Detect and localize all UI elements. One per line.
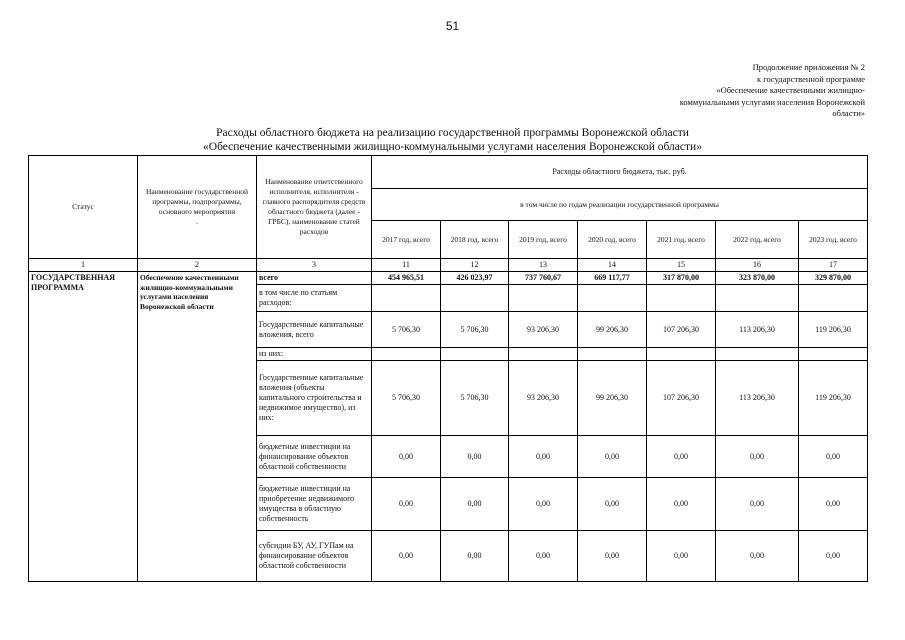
row-value: 5 706,30 — [441, 361, 509, 436]
appendix-line: «Обеспечение качественными жилищно- — [716, 85, 865, 95]
column-number: 17 — [799, 259, 868, 272]
column-number: 12 — [441, 259, 509, 272]
row-value: 107 206,30 — [647, 361, 716, 436]
row-value: 107 206,30 — [647, 312, 716, 348]
title-line: «Обеспечение качественными жилищно-коммунальными услугами населения Воронежской области» — [203, 141, 702, 153]
column-number: 1 — [29, 259, 138, 272]
year-header: 2022 год, всего — [716, 221, 799, 259]
row-value — [441, 285, 509, 312]
row-value: 99 206,30 — [578, 312, 647, 348]
row-value: 329 870,00 — [799, 272, 868, 285]
row-value: 99 206,30 — [578, 361, 647, 436]
row-value — [578, 348, 647, 361]
column-number: 2 — [138, 259, 257, 272]
column-number: 14 — [578, 259, 647, 272]
row-value — [578, 285, 647, 312]
column-number: 16 — [716, 259, 799, 272]
year-header: 2023 год, всего — [799, 221, 868, 259]
row-value: 113 206,30 — [716, 312, 799, 348]
row-value: 0,00 — [372, 436, 441, 478]
appendix-line: области» — [832, 108, 865, 118]
row-value — [441, 348, 509, 361]
program-status: ГОСУДАРСТВЕННАЯ ПРОГРАММА — [29, 272, 138, 582]
row-value: 317 870,00 — [647, 272, 716, 285]
header-name-text: Наименование государственной программы, подпрограммы, основного мероприятия — [145, 187, 249, 216]
row-label: Государственные капитальные вложения, всего — [257, 312, 372, 348]
row-value: 0,00 — [799, 531, 868, 582]
row-value: 119 206,30 — [799, 361, 868, 436]
row-value — [716, 285, 799, 312]
header-status: Статус — [29, 156, 138, 259]
year-header: 2020 год, всего — [578, 221, 647, 259]
row-value: 0,00 — [441, 436, 509, 478]
expenses-table — [28, 155, 868, 582]
row-value: 737 760,67 — [509, 272, 578, 285]
row-value — [509, 348, 578, 361]
header-expenses: Расходы областного бюджета, тыс. руб. — [372, 156, 868, 189]
row-value: 0,00 — [799, 478, 868, 531]
row-label: всего — [257, 272, 372, 285]
row-value: 93 206,30 — [509, 312, 578, 348]
column-number-row — [29, 259, 868, 272]
row-label: в том числе по статьям расходов: — [257, 285, 372, 312]
row-value — [799, 348, 868, 361]
row-value: 0,00 — [509, 436, 578, 478]
title-line: Расходы областного бюджета на реализацию государственной программы Воронежской области — [216, 127, 689, 139]
row-label: Государственные капитальные вложения (объекты капитального строительства и недвижимое имущество), из них: — [257, 361, 372, 436]
row-value — [799, 285, 868, 312]
row-value: 0,00 — [372, 531, 441, 582]
program-name: Обеспечение качественными жилищно-коммунальными услугами населения Воронежской области — [138, 272, 257, 582]
row-value — [372, 285, 441, 312]
appendix-line: Продолжение приложения № 2 — [752, 62, 865, 72]
row-value: 454 965,51 — [372, 272, 441, 285]
year-header: 2017 год, всего — [372, 221, 441, 259]
row-value: 0,00 — [578, 436, 647, 478]
page-number: 51 — [445, 19, 460, 33]
row-value — [647, 285, 716, 312]
row-value: 323 870,00 — [716, 272, 799, 285]
row-value: 426 023,97 — [441, 272, 509, 285]
appendix-note — [605, 62, 865, 120]
row-value: 0,00 — [647, 436, 716, 478]
row-value: 0,00 — [509, 478, 578, 531]
row-label: бюджетные инвестиции на приобретение недвижимого имущества в областную собственность — [257, 478, 372, 531]
row-value — [509, 285, 578, 312]
row-value: 0,00 — [372, 478, 441, 531]
row-value: 0,00 — [716, 531, 799, 582]
row-label: субсидии БУ, АУ, ГУПам на финансирование объектов областной собственности — [257, 531, 372, 582]
header-executor: Наименование ответственного исполнителя, исполнителя - главного распорядителя средств областного бюджета (далее - ГРБС), наименование статей расходов — [257, 156, 372, 259]
row-value: 5 706,30 — [372, 312, 441, 348]
row-value: 0,00 — [441, 478, 509, 531]
table-row — [29, 272, 868, 285]
row-label: бюджетные инвестиции на финансирование объектов областной собственности — [257, 436, 372, 478]
row-value: 0,00 — [647, 531, 716, 582]
row-value: 0,00 — [578, 531, 647, 582]
row-value: 5 706,30 — [441, 312, 509, 348]
column-number: 15 — [647, 259, 716, 272]
appendix-line: коммунальными услугами населения Воронежской — [679, 96, 865, 107]
document-title — [0, 126, 905, 154]
row-value: 0,00 — [716, 478, 799, 531]
appendix-line: к государственной программе — [756, 73, 865, 84]
row-value — [716, 348, 799, 361]
row-value: 93 206,30 — [509, 361, 578, 436]
row-value — [647, 348, 716, 361]
row-label: из них: — [257, 348, 372, 361]
row-value: 0,00 — [441, 531, 509, 582]
row-value: 0,00 — [647, 478, 716, 531]
column-number: 13 — [509, 259, 578, 272]
year-header: 2021 год, всего — [647, 221, 716, 259]
column-number: 3 — [257, 259, 372, 272]
column-number: 11 — [372, 259, 441, 272]
row-value: 0,00 — [716, 436, 799, 478]
header-by-years: в том числе по годам реализации государственной программы — [372, 189, 868, 221]
header-name — [138, 156, 257, 259]
row-value: 0,00 — [509, 531, 578, 582]
year-header: 2019 год, всего — [509, 221, 578, 259]
row-value: 669 117,77 — [578, 272, 647, 285]
row-value: 119 206,30 — [799, 312, 868, 348]
row-value: 113 206,30 — [716, 361, 799, 436]
row-value: 0,00 — [578, 478, 647, 531]
year-header: 2018 год, всего — [441, 221, 509, 259]
header-name-dot: . — [196, 217, 198, 226]
row-value: 0,00 — [799, 436, 868, 478]
row-value: 5 706,30 — [372, 361, 441, 436]
row-value — [372, 348, 441, 361]
